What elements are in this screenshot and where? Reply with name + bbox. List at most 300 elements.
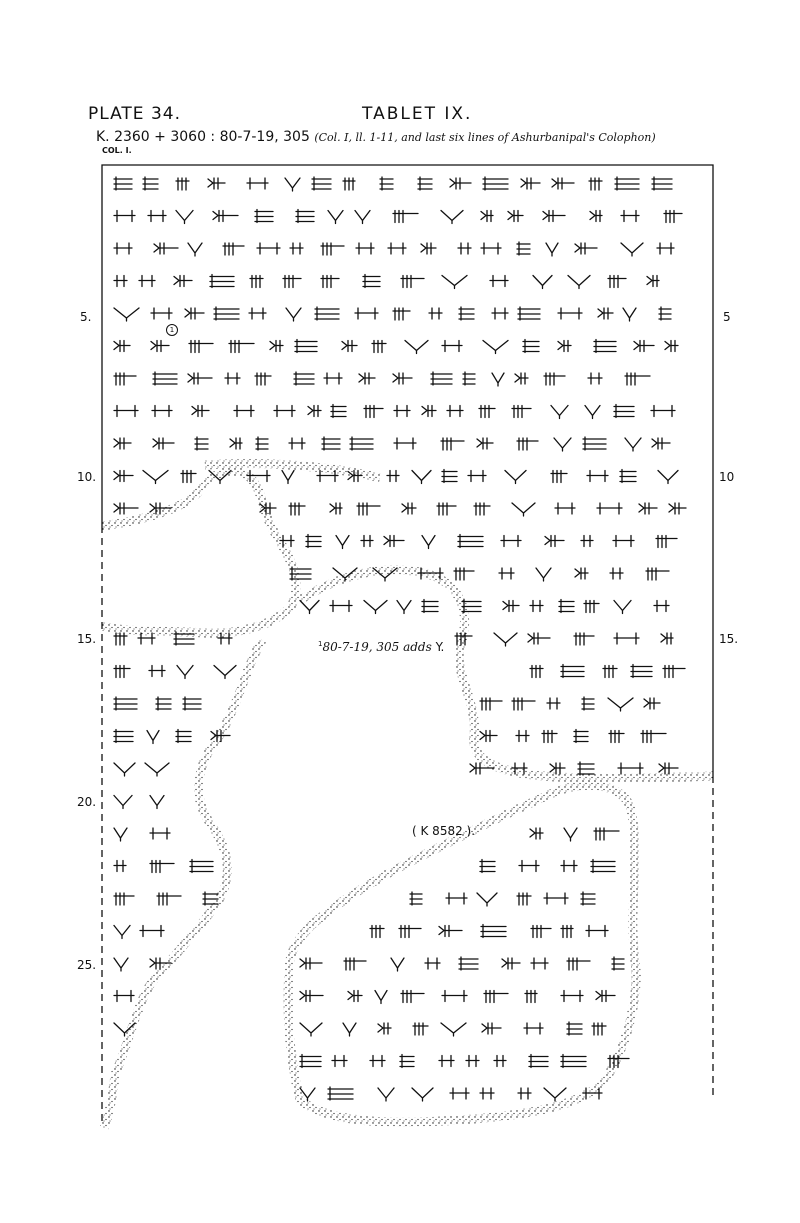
plate-label: PLATE 34. <box>88 104 181 124</box>
cuneiform-sign <box>394 438 416 449</box>
cuneiform-sign <box>147 731 159 744</box>
cuneiform-sign <box>554 438 571 451</box>
cuneiform-sign <box>555 503 575 514</box>
cuneiform-sign <box>150 796 164 809</box>
cuneiform-sign <box>659 307 671 320</box>
cuneiform-sign <box>114 796 132 809</box>
cuneiform-sign <box>512 698 535 710</box>
cuneiform-sign <box>442 341 462 352</box>
cuneiform-sign <box>114 308 139 321</box>
cuneiform-sign <box>482 1023 501 1034</box>
cuneiform-sign <box>547 698 560 709</box>
cuneiform-sign <box>592 1023 606 1035</box>
cuneiform-sign <box>661 633 673 644</box>
cuneiform-sign <box>458 535 483 548</box>
cuneiform-sign <box>561 861 577 872</box>
cuneiform-sign <box>658 471 678 484</box>
cuneiform-sign <box>149 666 165 677</box>
cuneiform-sign <box>631 665 652 678</box>
cuneiform-sign <box>114 763 135 776</box>
cuneiform-sign <box>578 762 594 775</box>
variant-note-marker: 1 <box>318 640 323 648</box>
cuneiform-sign <box>634 341 654 352</box>
cuneiform-sign <box>114 243 132 254</box>
cuneiform-sign <box>561 926 573 938</box>
cuneiform-sign <box>454 568 474 580</box>
break-edge-left <box>104 640 262 1128</box>
cuneiform-sign <box>185 308 204 319</box>
cuneiform-sign <box>608 698 633 711</box>
tablet-title: TABLET IX. <box>362 104 473 124</box>
cuneiform-sign <box>583 437 606 450</box>
cuneiform-sign <box>439 926 462 937</box>
cuneiform-sign <box>561 665 584 678</box>
cuneiform-sign <box>378 1023 391 1034</box>
sources-note: (Col. I, ll. 1-11, and last six lines of Ashurbanipal's Colophon) <box>314 131 656 144</box>
cuneiform-sign <box>114 503 138 514</box>
cuneiform-sign <box>181 471 196 483</box>
cuneiform-sign <box>536 568 551 581</box>
cuneiform-sign <box>652 177 672 190</box>
cuneiform-sign <box>372 341 386 353</box>
cuneiform-sign <box>422 406 436 417</box>
cuneiform-sign <box>561 1055 586 1068</box>
cuneiform-sign <box>343 1023 356 1036</box>
cuneiform-sign <box>669 503 686 514</box>
cuneiform-sign <box>614 601 631 614</box>
cuneiform-sign <box>249 308 266 319</box>
cuneiform-sign <box>544 373 565 385</box>
cuneiform-sign <box>328 1087 353 1100</box>
cuneiform-sign <box>614 633 639 644</box>
sources-line <box>96 129 656 145</box>
cuneiform-sign <box>208 178 225 189</box>
cuneiform-sign <box>257 243 280 254</box>
cuneiform-sign <box>150 861 174 873</box>
cuneiform-sign <box>594 828 619 840</box>
cuneiform-sign <box>357 503 380 515</box>
cuneiform-sign <box>114 730 133 743</box>
cuneiform-sign <box>533 276 552 289</box>
cuneiform-sign <box>174 632 194 645</box>
cuneiform-sign <box>189 341 213 353</box>
cuneiform-sign <box>574 633 594 645</box>
cuneiform-sign <box>590 211 602 222</box>
cuneiform-sign <box>559 600 574 613</box>
cuneiform-sign <box>230 438 242 449</box>
cuneiform-sign <box>458 243 471 254</box>
cuneiform-sign <box>393 308 410 320</box>
cuneiform-sign <box>413 1023 428 1035</box>
cuneiform-sign <box>477 438 493 449</box>
cuneiform-sign <box>544 1088 566 1101</box>
cuneiform-sign <box>499 568 514 579</box>
cuneiform-sign <box>483 177 508 190</box>
cuneiform-sign <box>324 373 342 384</box>
cuneiform-sign <box>610 568 623 579</box>
cuneiform-sign <box>517 242 530 255</box>
cuneiform-sign <box>152 406 172 417</box>
cuneiform-sign <box>300 1023 322 1036</box>
cuneiform-sign <box>177 666 193 679</box>
cuneiform-sign <box>421 243 436 254</box>
cuneiform-sign <box>370 1056 385 1067</box>
cuneiform-sign <box>459 307 474 320</box>
cuneiform-sign <box>525 991 537 1003</box>
cuneiform-sign <box>401 276 424 288</box>
cuneiform-sign <box>598 308 613 319</box>
cuneiform-sign <box>270 341 283 352</box>
cuneiform-sign <box>157 893 181 905</box>
cuneiform-sign <box>591 860 615 873</box>
cuneiform-sign <box>256 437 268 450</box>
cuneiform-sign <box>359 373 375 384</box>
cuneiform-sign <box>250 276 263 288</box>
cuneiform-sign <box>530 666 543 678</box>
cuneiform-sign <box>623 308 636 321</box>
cuneiform-sign <box>143 471 168 484</box>
cuneiform-sign <box>410 892 422 905</box>
cuneiform-sign <box>492 308 508 319</box>
cuneiform-sign <box>114 471 133 482</box>
cuneiform-sign <box>523 340 539 353</box>
cuneiform-sign <box>150 828 170 839</box>
cuneiform-sign <box>425 958 440 969</box>
cuneiform-sign <box>608 276 626 288</box>
cuneiform-sign <box>597 503 622 514</box>
cuneiform-sign <box>114 893 134 905</box>
cuneiform-sign <box>502 958 520 969</box>
cuneiform-sign <box>581 536 593 547</box>
cuneiform-sign <box>247 178 268 189</box>
cuneiform-sign <box>441 211 463 224</box>
cuneiform-sign <box>214 307 239 320</box>
cuneiform-sign <box>322 437 340 450</box>
cuneiform-sign <box>330 503 342 514</box>
cuneiform-sign <box>188 243 202 256</box>
cuneiform-sign <box>114 406 138 417</box>
cuneiform-sign <box>223 243 244 255</box>
cuneiform-sign <box>439 1056 454 1067</box>
cuneiform-sign <box>603 666 617 678</box>
variant-note <box>318 640 444 654</box>
line-number-right: 10 <box>719 470 735 484</box>
cuneiform-sign <box>114 341 130 352</box>
cuneiform-sign <box>441 1023 466 1036</box>
cuneiform-sign <box>213 211 238 222</box>
cuneiform-sign <box>255 210 273 223</box>
cuneiform-sign <box>494 1056 506 1067</box>
cuneiform-sign <box>114 828 127 841</box>
cuneiform-sign <box>343 178 355 190</box>
line-number-left: 10. <box>77 470 97 484</box>
cuneiform-sign <box>543 211 565 222</box>
cuneiform-sign <box>654 601 669 612</box>
cuneiform-sign <box>625 373 650 385</box>
cuneiform-sign <box>657 243 674 254</box>
cuneiform-sign <box>494 633 517 646</box>
cuneiform-sign <box>114 926 130 939</box>
cuneiform-sign <box>517 438 538 450</box>
cuneiform-sign <box>564 828 577 841</box>
cuneiform-sign <box>114 861 126 872</box>
cuneiform-sign <box>614 405 634 418</box>
variant-note-sign: Y. <box>435 640 445 654</box>
cuneiform-sign <box>153 438 174 449</box>
cuneiform-sign <box>446 893 467 904</box>
cuneiform-sign <box>151 341 169 352</box>
cuneiform-sign <box>528 633 550 644</box>
cuneiform-sign <box>431 372 452 385</box>
cuneiform-sign <box>530 828 543 839</box>
cuneiform-sign <box>344 958 366 970</box>
cuneiform-sign <box>479 406 495 418</box>
cuneiform-sign <box>114 438 131 449</box>
cuneiform-sign <box>143 177 158 190</box>
cuneiform-sign <box>501 536 521 547</box>
cuneiform-sign <box>285 178 300 191</box>
cuneiform-sign <box>378 1088 394 1101</box>
cuneiform-sign <box>312 177 331 190</box>
cuneiform-sign <box>300 1055 321 1068</box>
cuneiform-sign <box>480 731 497 742</box>
cuneiform-sign <box>575 568 588 579</box>
line-number-left: 20. <box>77 795 97 809</box>
cuneiform-sign <box>512 503 535 516</box>
cuneiform-sign <box>437 503 456 515</box>
line-number-right: 5 <box>723 310 731 324</box>
cuneiform-sign <box>330 601 352 612</box>
cuneiform-sign <box>542 731 557 743</box>
cuneiform-sign <box>188 373 212 384</box>
cuneiform-sign <box>234 406 254 417</box>
cuneiform-sign <box>492 373 504 386</box>
cuneiform-sign <box>551 471 567 483</box>
cuneiform-sign <box>459 957 478 970</box>
cuneiform-sign <box>567 1022 582 1035</box>
variant-note-text: 80-7-19, 305 adds <box>322 640 432 654</box>
cuneiform-sign <box>612 957 624 970</box>
cuneiform-sign <box>355 211 370 224</box>
cuneiform-sign <box>321 276 339 288</box>
cuneiform-sign <box>380 177 393 190</box>
cuneiform-sign <box>328 211 343 224</box>
cuneiform-sign <box>145 763 169 776</box>
cuneiform-sign <box>529 1055 548 1068</box>
cuneiform-sign <box>190 860 213 873</box>
cuneiform-sign <box>114 633 127 645</box>
cuneiform-sign <box>225 373 240 384</box>
cuneiform-sign <box>214 666 236 679</box>
cuneiform-sign <box>156 697 171 710</box>
cuneiform-sign <box>508 211 523 222</box>
cuneiform-sign <box>582 697 594 710</box>
cuneiform-sign <box>558 341 571 352</box>
cuneiform-sign <box>447 406 463 417</box>
cuneiform-sign <box>229 341 254 353</box>
cuneiform-sign <box>332 1056 347 1067</box>
cuneiform-sign <box>183 697 201 710</box>
line-number-left: 5. <box>80 310 92 324</box>
cuneiform-sign <box>342 341 357 352</box>
cuneiform-sign <box>295 340 317 353</box>
cuneiform-sign <box>356 243 374 254</box>
cuneiform-sign <box>644 698 660 709</box>
cuneiform-sign <box>154 243 178 254</box>
cuneiform-sign <box>355 308 378 319</box>
cuneiform-sign <box>283 276 301 288</box>
cuneiform-sign <box>546 243 558 256</box>
cuneiform-sign <box>477 893 497 906</box>
cuneiform-sign <box>518 307 540 320</box>
cuneiform-sign <box>621 211 639 222</box>
cuneiform-sign <box>609 731 624 743</box>
cuneiform-sign <box>481 211 493 222</box>
cuneiform-sign <box>480 698 502 710</box>
cuneiform-sign <box>114 177 132 190</box>
cuneiform-sign <box>586 926 608 937</box>
cuneiform-sign <box>114 276 127 287</box>
cuneiform-sign <box>664 211 682 223</box>
cuneiform-sign <box>422 600 438 613</box>
cuneiform-sign <box>153 372 177 385</box>
cuneiform-sign <box>659 763 678 774</box>
cuneiform-sign <box>484 991 508 1003</box>
cuneiform-sign <box>441 438 464 450</box>
cuneiform-sign <box>384 536 404 547</box>
column-label: COL. I. <box>102 146 132 155</box>
cuneiform-sign <box>418 177 432 190</box>
cuneiform-sign <box>401 991 424 1003</box>
cuneiform-sign <box>321 243 344 255</box>
cuneiform-sign <box>517 893 531 905</box>
cuneiform-sign <box>615 177 639 190</box>
cuneiform-sign <box>544 893 568 904</box>
cuneiform-sign <box>450 1088 469 1099</box>
cuneiform-sign <box>210 275 234 288</box>
cuneiform-sign <box>531 958 548 969</box>
cuneiform-sign <box>575 243 597 254</box>
cuneiform-sign <box>620 470 636 483</box>
cuneiform-sign <box>568 276 590 289</box>
cuneiform-sign <box>558 308 582 319</box>
cuneiform-sign <box>176 211 193 224</box>
cuneiform-sign <box>255 373 271 385</box>
cuneiform-sign <box>651 406 675 417</box>
cuneiform-sign <box>521 178 540 189</box>
cuneiform-sign <box>442 276 467 289</box>
cuneiform-sign <box>505 471 526 484</box>
cuneiform-sign <box>652 438 670 449</box>
cuneiform-sign <box>663 666 685 678</box>
cuneiform-sign <box>594 340 616 353</box>
cuneiform-sign <box>139 276 155 287</box>
cuneiform-sign <box>574 730 588 743</box>
line-number-left: 15. <box>77 632 97 646</box>
cuneiform-text <box>114 177 686 1101</box>
cuneiform-sign <box>490 276 508 287</box>
cuneiform-sign <box>589 178 602 190</box>
cuneiform-sign <box>174 276 192 287</box>
cuneiform-sign <box>480 1088 494 1099</box>
cuneiform-sign <box>274 406 295 417</box>
cuneiform-sign <box>294 372 314 385</box>
cuneiform-sign <box>646 568 669 580</box>
cuneiform-sign <box>481 925 506 938</box>
cuneiform-sign <box>289 438 305 449</box>
cuneiform-sign <box>429 308 442 319</box>
cuneiform-sign <box>561 991 583 1002</box>
cuneiform-sign <box>364 601 387 614</box>
cuneiform-sign <box>393 373 412 384</box>
cuneiform-sign <box>567 958 590 970</box>
cuneiform-sign <box>481 243 501 254</box>
cuneiform-sign <box>618 763 643 774</box>
cuneiform-sign <box>289 503 305 515</box>
cuneiform-sign <box>468 471 486 482</box>
cuneiform-sign <box>114 697 137 710</box>
cuneiform-sign <box>375 991 387 1004</box>
cuneiform-sign <box>114 211 135 222</box>
cuneiform-sign <box>195 437 208 450</box>
cuneiform-sign <box>140 926 164 937</box>
cuneiform-sign <box>412 1088 433 1101</box>
cuneiform-sign <box>588 373 602 384</box>
cuneiform-sign <box>647 276 659 287</box>
cuneiform-sign <box>639 503 657 514</box>
cuneiform-sign <box>315 307 339 320</box>
cuneiform-sign <box>391 958 404 971</box>
cuneiform-sign <box>665 341 678 352</box>
cuneiform-sign <box>442 470 457 483</box>
footnote-marker: 1 <box>166 324 178 336</box>
cuneiform-sign <box>308 406 321 417</box>
cuneiform-sign <box>300 991 323 1002</box>
cuneiform-sign <box>176 730 191 743</box>
cuneiform-sign <box>422 536 435 549</box>
cuneiform-sign <box>361 536 373 547</box>
line-number-left: 25. <box>77 958 97 972</box>
cuneiform-sign <box>524 1023 543 1034</box>
cuneiform-sign <box>463 372 475 385</box>
cuneiform-sign <box>519 861 539 872</box>
cuneiform-sign <box>151 308 172 319</box>
cuneiform-sign <box>176 178 189 190</box>
cuneiform-sign <box>296 210 314 223</box>
fragment-label: ( K 8582 ). <box>412 824 476 838</box>
cuneiform-sign <box>114 958 128 971</box>
cuneiform-sign <box>530 601 543 612</box>
cuneiform-sign <box>399 926 421 938</box>
cuneiform-sign <box>148 211 166 222</box>
cuneiform-sign <box>412 471 431 484</box>
cuneiform-sign <box>192 406 209 417</box>
cuneiform-sign <box>596 991 615 1002</box>
cuneiform-sign <box>331 405 346 418</box>
cuneiform-sign <box>114 991 134 1002</box>
cuneiform-sign <box>516 731 529 742</box>
cuneiform-sign <box>531 926 551 938</box>
cuneiform-sign <box>466 1056 479 1067</box>
cuneiform-sign <box>483 341 508 354</box>
cuneiform-sign <box>581 892 595 905</box>
cuneiform-sign <box>350 437 373 450</box>
cuneiform-sign <box>442 991 467 1002</box>
cuneiform-sign <box>393 211 418 223</box>
cuneiform-sign <box>306 535 321 548</box>
cuneiform-sign <box>290 243 303 254</box>
cuneiform-sign <box>387 471 399 482</box>
